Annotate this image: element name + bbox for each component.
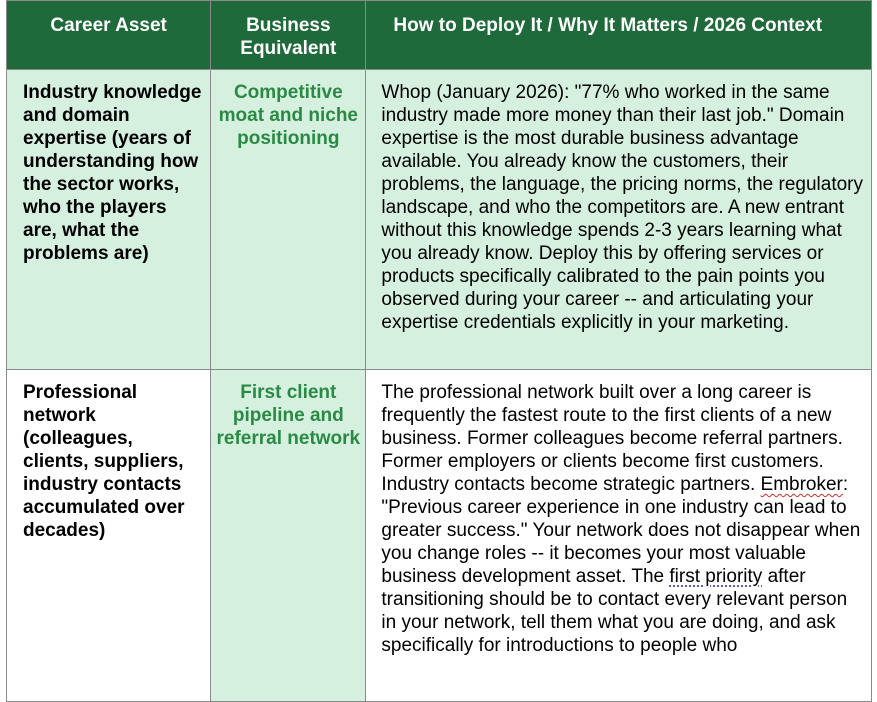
- context-cell: Whop (January 2026): "77% who worked in the same industry made more money than their last job." Domain expertise is the most durable business advantage available. You already know the customers, their problems, the language, the pricing norms, the regulatory landscape, and who the competitors are. A new entrant without this knowledge spends 2-3 years learning what you already know. Deploy this by offering services or products specifically calibrated to the pain points you observed during your career -- and articulating your expertise credentials explicitly in your marketing.: [366, 70, 872, 370]
- spelling-flagged-word[interactable]: Embroker: [760, 474, 843, 495]
- context-cell: [366, 370, 872, 702]
- context-text: The professional network built over a long career is frequently the fastest route to the first clients of a new business. Former colleagues become referral partners. Former employers or clients become first customers. Industry contacts become strategic partners.: [381, 382, 843, 495]
- business-equivalent-cell: First client pipeline and referral network: [211, 370, 366, 702]
- career-asset-cell: Professional network (colleagues, clients, suppliers, industry contacts accumulated over decades): [7, 370, 211, 702]
- context-text: after transitioning should be to contact every relevant person in your network, tell them what you are doing, and ask specifically for introductions to people who: [381, 566, 848, 656]
- header-business-equivalent: Business Equivalent: [211, 1, 366, 70]
- header-row: [7, 1, 872, 70]
- career-asset-cell: Industry knowledge and domain expertise (years of understanding how the sector works, who the players are, what the problems are): [7, 70, 211, 370]
- table-row: [7, 370, 872, 702]
- header-career-asset: Career Asset: [7, 1, 211, 70]
- career-asset-table: [6, 0, 872, 702]
- grammar-flagged-phrase[interactable]: first priority: [669, 566, 763, 587]
- business-equivalent-cell: Competitive moat and niche positioning: [211, 70, 366, 370]
- table-row: [7, 70, 872, 370]
- context-text: : "Previous career experience in one industry can lead to greater success." Your network does not disappear when you change roles -- it becomes your most valuable business development asset. The: [381, 474, 861, 587]
- header-context: How to Deploy It / Why It Matters / 2026 Context: [366, 1, 872, 70]
